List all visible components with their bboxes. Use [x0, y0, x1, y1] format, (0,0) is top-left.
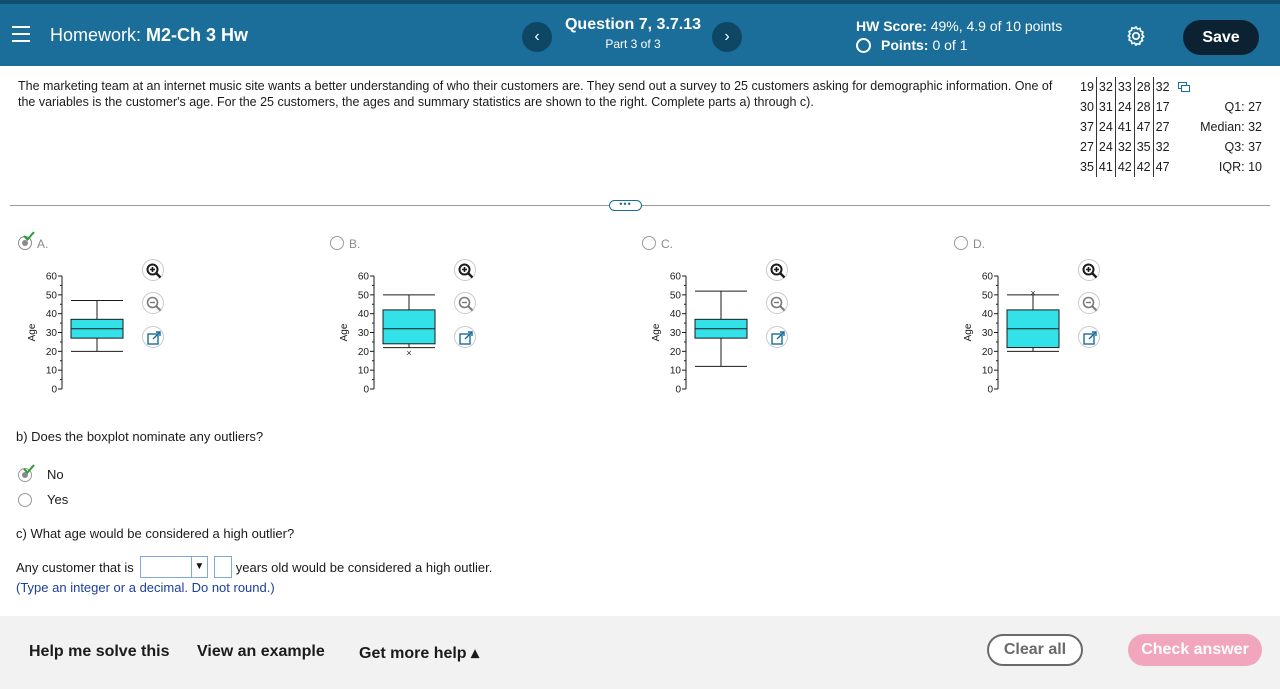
table-cell: 28: [1134, 77, 1153, 97]
help-me-solve-link[interactable]: Help me solve this: [29, 643, 170, 660]
summary-statistics: [1180, 97, 1262, 177]
homework-title-prefix: Homework:: [50, 25, 142, 45]
part-b-question: b) Does the boxplot nominate any outliers?: [16, 429, 264, 444]
table-row: [1078, 77, 1172, 97]
homework-name: M2-Ch 3 Hw: [146, 25, 249, 45]
outlier-age-input[interactable]: [214, 556, 232, 578]
y-tick-label: 10: [981, 365, 993, 377]
table-row: [1078, 137, 1172, 157]
option-b[interactable]: [330, 234, 530, 404]
y-tick-label: 20: [669, 346, 681, 358]
correct-checkmark-icon: [23, 231, 35, 241]
table-cell: 32: [1153, 77, 1171, 97]
points-value: 0 of 1: [932, 37, 968, 53]
option-c-letter: C.: [661, 237, 673, 251]
comparison-dropdown[interactable]: [140, 556, 208, 578]
table-cell: 19: [1080, 80, 1094, 94]
table-cell: 32: [1096, 77, 1115, 97]
q3-stat: Q3: 37: [1224, 140, 1262, 154]
y-tick-label: 0: [51, 384, 57, 394]
answer-no-label: No: [47, 467, 64, 482]
table-cell: 27: [1153, 117, 1171, 137]
table-cell: 30: [1080, 100, 1094, 114]
q1-stat: Q1: 27: [1224, 100, 1262, 114]
y-tick-label: 50: [981, 290, 993, 302]
table-cell: 41: [1115, 117, 1134, 137]
table-cell: 42: [1115, 157, 1134, 177]
y-tick-label: 50: [357, 290, 369, 302]
zoom-in-button[interactable]: [142, 259, 164, 281]
table-cell: 28: [1134, 97, 1153, 117]
copy-data-icon[interactable]: [1178, 82, 1190, 92]
y-axis-label: Age: [27, 323, 38, 342]
next-question-button[interactable]: ›: [712, 22, 742, 52]
y-tick-label: 10: [357, 365, 369, 377]
median-stat: Median: 32: [1200, 120, 1262, 134]
top-bar: [0, 0, 1280, 66]
option-d-radio[interactable]: [954, 236, 968, 250]
iqr-stat: IQR: 10: [1218, 160, 1262, 174]
table-row: [1078, 97, 1172, 117]
table-cell: 35: [1080, 160, 1094, 174]
y-tick-label: 30: [981, 328, 993, 339]
option-a-letter: A.: [37, 237, 49, 251]
table-cell: 27: [1080, 140, 1094, 154]
zoom-out-button[interactable]: [766, 292, 788, 314]
zoom-in-button[interactable]: [454, 259, 476, 281]
zoom-out-button[interactable]: [454, 292, 476, 314]
open-new-window-button[interactable]: [766, 326, 788, 348]
points-status-icon: [856, 38, 871, 53]
table-cell: 47: [1134, 117, 1153, 137]
table-cell: 31: [1096, 97, 1115, 117]
y-tick-label: 40: [669, 309, 681, 321]
y-tick-label: 20: [981, 346, 993, 358]
option-c-radio[interactable]: [642, 236, 656, 250]
hw-score-value: 49%, 4.9 of 10 points: [930, 18, 1063, 34]
y-tick-label: 0: [675, 384, 681, 394]
previous-question-button[interactable]: ‹: [522, 22, 552, 52]
answer-line: [16, 556, 492, 578]
ages-data-table: [1078, 77, 1172, 177]
zoom-out-button[interactable]: [142, 292, 164, 314]
answer-yes-option[interactable]: [18, 492, 68, 507]
answer-yes-radio[interactable]: [18, 493, 32, 507]
save-button[interactable]: Save: [1183, 20, 1259, 55]
option-b-radio[interactable]: [330, 236, 344, 250]
hw-score-label: HW Score:: [856, 18, 927, 34]
table-cell: 24: [1096, 137, 1115, 157]
part-c-question: c) What age would be considered a high outlier?: [16, 526, 295, 541]
y-tick-label: 0: [363, 384, 369, 394]
y-tick-label: 30: [45, 328, 57, 339]
table-row: [1078, 157, 1172, 177]
answer-suffix: years old would be considered a high outlier.: [235, 559, 493, 575]
table-cell: 37: [1080, 120, 1094, 134]
option-a[interactable]: [18, 234, 218, 404]
question-text: The marketing team at an internet music site wants a better understanding of who their customers are. They send out a survey to 25 customers asking for demographic information. One of the variables is the customer's age. For the 25 customers, the ages and summary statistics are shown to the right. Complete parts a) through c).: [18, 79, 1053, 109]
option-d-letter: D.: [973, 237, 985, 251]
y-axis-label: Age: [651, 323, 662, 342]
answer-prefix: Any customer that is: [16, 559, 134, 575]
correct-checkmark-icon: [23, 464, 35, 474]
y-tick-label: 60: [669, 271, 681, 283]
table-cell: 35: [1134, 137, 1153, 157]
footer-bar: [0, 616, 1280, 689]
y-tick-label: 20: [357, 346, 369, 358]
table-cell: 24: [1115, 97, 1134, 117]
y-tick-label: 60: [357, 271, 369, 283]
table-cell: 32: [1115, 137, 1134, 157]
y-tick-label: 40: [357, 309, 369, 321]
table-row: [1078, 117, 1172, 137]
y-tick-label: 0: [987, 384, 993, 394]
question-title: Question 7, 3.7.13: [564, 16, 702, 33]
option-b-letter: B.: [349, 237, 361, 251]
points-label: Points:: [881, 37, 929, 53]
y-tick-label: 10: [45, 365, 57, 377]
y-tick-label: 60: [45, 271, 57, 283]
open-new-window-button[interactable]: [142, 326, 164, 348]
y-tick-label: 30: [357, 328, 369, 339]
y-tick-label: 50: [669, 290, 681, 302]
view-example-link[interactable]: View an example: [197, 643, 325, 660]
answer-hint: (Type an integer or a decimal. Do not round.): [16, 580, 275, 595]
outlier-marker: ×: [1030, 287, 1036, 298]
zoom-in-button[interactable]: [766, 259, 788, 281]
y-axis-label: Age: [963, 323, 974, 342]
divider-handle[interactable]: •••: [609, 200, 642, 211]
y-tick-label: 20: [45, 346, 57, 358]
outlier-marker: ×: [406, 348, 412, 359]
y-tick-label: 40: [45, 309, 57, 321]
table-cell: 17: [1153, 97, 1171, 117]
open-new-window-button[interactable]: [1078, 326, 1100, 348]
table-cell: 32: [1153, 137, 1171, 157]
dropdown-arrow-icon[interactable]: ▼: [191, 557, 207, 577]
get-more-help-link[interactable]: Get more help ▴: [359, 645, 480, 662]
y-tick-label: 60: [981, 271, 993, 283]
zoom-out-button[interactable]: [1078, 292, 1100, 314]
option-d[interactable]: [954, 234, 1154, 404]
hw-score: [856, 18, 1062, 34]
homework-title: [50, 25, 248, 46]
points: [856, 37, 967, 53]
table-cell: 42: [1134, 157, 1153, 177]
settings-gear-icon[interactable]: [1125, 25, 1147, 47]
option-c[interactable]: [642, 234, 842, 404]
iqr-box: [383, 310, 435, 344]
y-tick-label: 30: [669, 328, 681, 339]
table-cell: 24: [1096, 117, 1115, 137]
table-cell: 47: [1153, 157, 1171, 177]
check-answer-button[interactable]: Check answer: [1128, 634, 1262, 666]
y-axis-label: Age: [339, 323, 350, 342]
open-new-window-button[interactable]: [454, 326, 476, 348]
clear-all-button[interactable]: Clear all: [987, 634, 1083, 666]
question-part: Part 3 of 3: [605, 37, 661, 51]
table-cell: 41: [1096, 157, 1115, 177]
y-tick-label: 10: [669, 365, 681, 377]
answer-yes-label: Yes: [47, 492, 69, 507]
menu-icon[interactable]: [12, 26, 30, 42]
y-tick-label: 50: [45, 290, 57, 302]
zoom-in-button[interactable]: [1078, 259, 1100, 281]
y-tick-label: 40: [981, 309, 993, 321]
table-cell: 33: [1115, 77, 1134, 97]
